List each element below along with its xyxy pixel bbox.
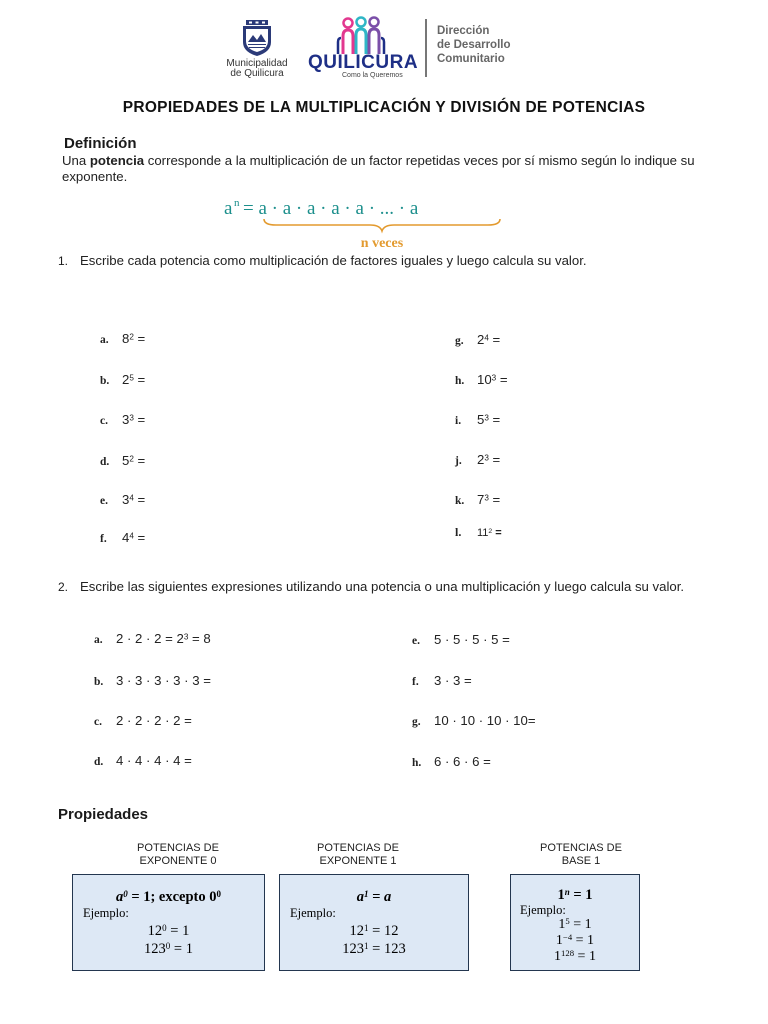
definition-text <box>62 153 712 185</box>
property-2-example-label: Ejemplo: <box>290 906 336 920</box>
department-line3: Comunitario <box>437 53 505 65</box>
q2-item-e: e. 5 · 5 · 5 · 5 = <box>412 632 510 647</box>
property-3-example-3: $1^{128} = 1$ <box>554 948 596 964</box>
definition-text-end: corresponde a la multiplicación de un factor repetidas veces por sí mismo según lo indique su exponente. <box>62 153 695 184</box>
q2-item-b: b. 3 · 3 · 3 · 3 · 3 = <box>94 673 211 688</box>
municipality-crest-icon <box>241 20 273 56</box>
page-title: PROPIEDADES DE LA MULTIPLICACIÓN Y DIVISIÓN DE POTENCIAS <box>122 99 646 116</box>
q1-item-b: b. $2^5$ = <box>100 372 146 387</box>
property-3-example-1: $1^5 = 1$ <box>558 916 592 932</box>
property-card-exponent-0 <box>72 874 265 971</box>
property-1-caption: POTENCIAS DE EXPONENTE 0 <box>137 842 219 867</box>
property-card-base-1 <box>510 874 640 971</box>
q1-item-e: e. $3^4$ = <box>100 492 146 507</box>
q1-item-k: k. $7^3$ = <box>455 492 501 507</box>
department-line1: Dirección <box>437 25 490 37</box>
definition-bold-word: potencia <box>89 153 145 168</box>
formula-brace <box>264 219 500 231</box>
q1-item-f: f. $4^4$ = <box>100 530 146 545</box>
q2-item-f: f. 3 · 3 = <box>412 673 472 688</box>
brand-slogan: Como la Queremos <box>342 72 403 79</box>
department-line2: de Desarrollo <box>437 39 511 51</box>
q1-item-a: a. $8^2$ = <box>100 331 146 346</box>
question-1-text: Escribe cada potencia como multiplicación de factores iguales y luego calcula su valor. <box>80 253 587 268</box>
properties-heading: Propiedades <box>58 806 149 823</box>
property-3-example-2: $1^{-4} = 1$ <box>555 932 595 948</box>
q1-item-h: h. $10^3$ = <box>455 372 508 387</box>
municipality-name-line1: Municipalidad <box>226 58 288 69</box>
property-2-example-1: $12^1 = 12$ <box>349 922 399 939</box>
q1-item-l: l. $11^2$ = <box>455 525 502 539</box>
q2-item-g: g. 10 · 10 · 10 · 10= <box>412 713 536 728</box>
question-1-number: 1. <box>58 254 69 268</box>
q1-item-i: i. $5^3$ = <box>455 412 501 427</box>
brand-wordmark: QUILICURA <box>308 52 419 73</box>
q1-item-c: c. $3^3$ = <box>100 412 146 427</box>
formula-expansion: = a · a · a · a · a · ... · a <box>243 198 419 219</box>
property-1-example-1: $12^0 = 1$ <box>147 922 190 939</box>
q1-item-d: d. $5^2$ = <box>100 453 146 468</box>
property-3-example-label: Ejemplo: <box>520 903 566 917</box>
municipality-name-line2: de Quilicura <box>230 68 284 79</box>
q2-item-a: a. $2 \cdot 2 \cdot 2 = 2^3 = 8$ <box>94 631 211 646</box>
property-1-example-label: Ejemplo: <box>83 906 129 920</box>
property-3-rule: $1^n = 1$ <box>557 886 593 903</box>
formula-exponent: n <box>234 197 240 209</box>
q1-item-g: g. $2^4$ = <box>455 332 501 347</box>
question-2-number: 2. <box>58 580 69 594</box>
quilicura-people-logo-icon <box>330 16 420 56</box>
property-3-caption: POTENCIAS DE BASE 1 <box>540 842 622 867</box>
property-card-exponent-1 <box>279 874 469 971</box>
header-divider <box>425 19 427 77</box>
definition-heading: Definición <box>64 135 137 152</box>
property-1-rule: $a^0 = 1$; excepto $0^0$ <box>115 888 222 905</box>
formula-base: a <box>224 198 233 219</box>
q1-item-j: j. $2^3$ = <box>455 452 501 467</box>
property-2-rule: $a^1 = a$ <box>356 888 392 905</box>
q2-item-h: h. 6 · 6 · 6 = <box>412 754 491 769</box>
formula-brace-label: n veces <box>360 236 404 249</box>
definition-text-start: Una <box>62 153 90 168</box>
q2-item-c: c. 2 · 2 · 2 · 2 = <box>94 713 192 728</box>
property-1-example-2: $123^0 = 1$ <box>144 940 193 957</box>
power-definition-formula <box>220 197 520 249</box>
q2-item-d: d. 4 · 4 · 4 · 4 = <box>94 753 192 768</box>
property-2-caption: POTENCIAS DE EXPONENTE 1 <box>317 842 399 867</box>
question-2-text: Escribe las siguientes expresiones utilizando una potencia o una multiplicación y luego calcula su valor. <box>80 579 685 594</box>
property-2-example-2: $123^1 = 123$ <box>342 940 406 957</box>
